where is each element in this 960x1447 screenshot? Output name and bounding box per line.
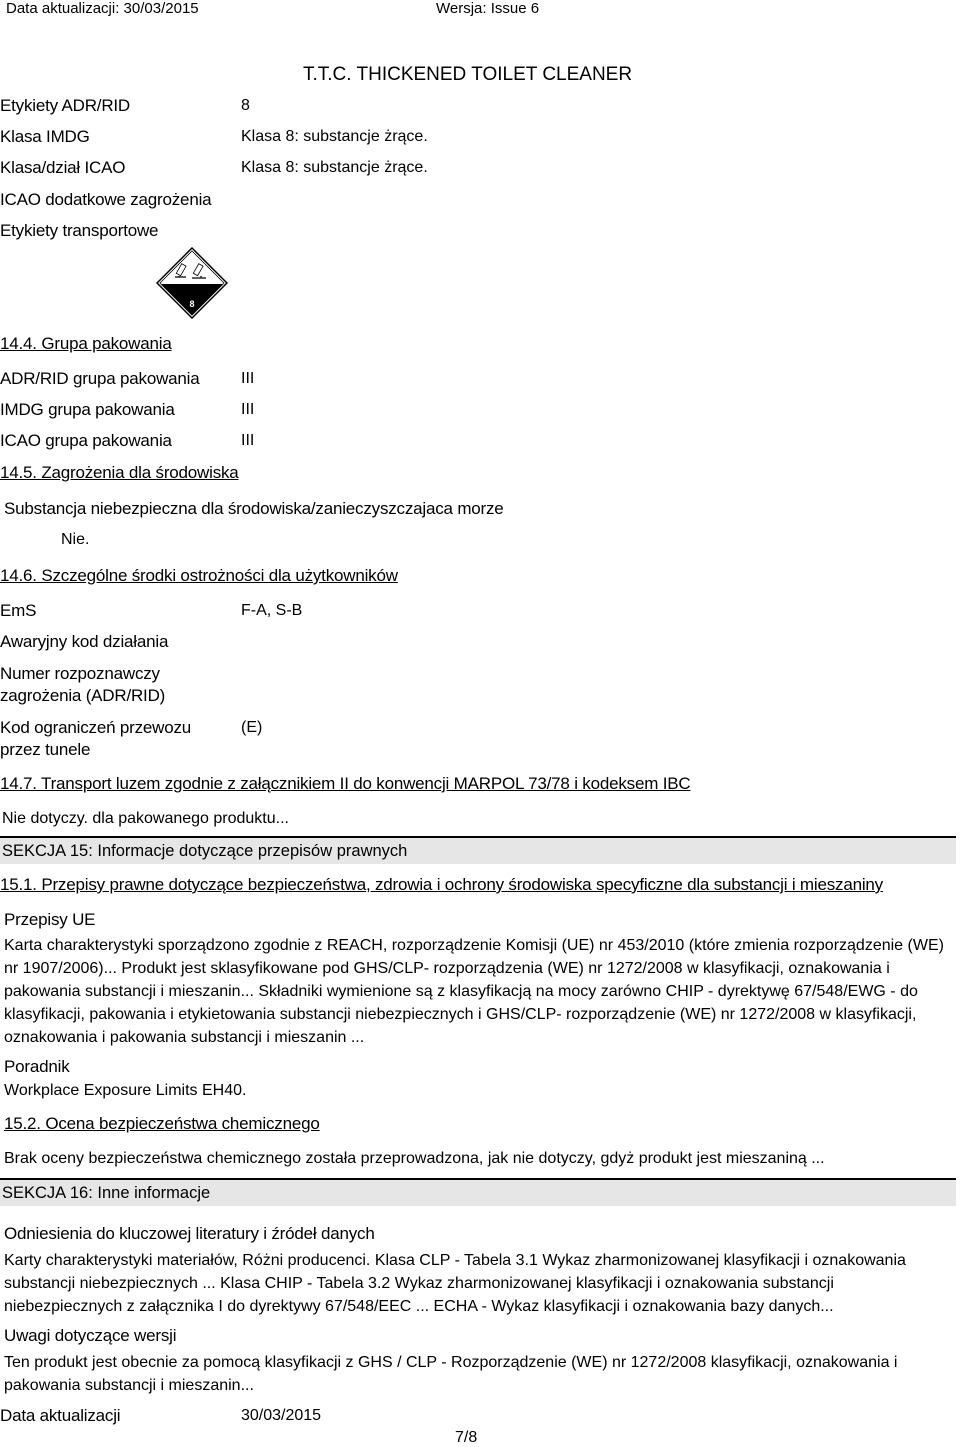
version-notes-heading: Uwagi dotyczące wersji bbox=[4, 1326, 177, 1345]
section-16-title: SEKCJA 16: Inne informacje bbox=[2, 1184, 211, 1202]
s14-6-heading: 14.6. Szczególne środki ostrożności dla użytkowników bbox=[0, 566, 398, 585]
s15-2-text: Brak oceny bezpieczeństwa chemicznego została przeprowadzona, jak nie dotyczy, gdyż produkt jest mieszaniną ... bbox=[4, 1150, 825, 1167]
imdg-class-label: Klasa IMDG bbox=[0, 127, 90, 146]
tunnel-code-label-line1: Kod ograniczeń przewozu bbox=[0, 718, 192, 737]
s14-7-heading: 14.7. Transport luzem zgodnie z załącznikiem II do konwencji MARPOL 73/78 i kodeksem IBC bbox=[0, 774, 691, 793]
s14-4-heading: 14.4. Grupa pakowania bbox=[0, 334, 172, 353]
section-15-bar bbox=[0, 836, 956, 864]
icao-packing-value: III bbox=[241, 432, 255, 449]
tunnel-code-value: (E) bbox=[241, 719, 263, 736]
eu-regulations-heading: Przepisy UE bbox=[4, 910, 96, 929]
version-notes-text: Ten produkt jest obecnie za pomocą klasyfikacji z GHS / CLP - Rozporządzenie (WE) nr 1272/2008 klasyfikacji, oznakowania i pakowania substancji i mieszanin... bbox=[4, 1354, 898, 1394]
s15-2-heading: 15.2. Ocena bezpieczeństwa chemicznego bbox=[4, 1114, 320, 1133]
s14-5-heading: 14.5. Zagrożenia dla środowiska bbox=[0, 463, 239, 482]
imdg-packing-value: III bbox=[241, 401, 255, 418]
adr-rid-label: Etykiety ADR/RID bbox=[0, 96, 130, 115]
guide-heading: Poradnik bbox=[4, 1057, 70, 1076]
icao-class-value: Klasa 8: substancje żrące. bbox=[241, 159, 428, 176]
adr-packing-value: III bbox=[241, 370, 255, 387]
env-hazard-label: Substancja niebezpieczna dla środowiska/zanieczyszczajaca morze bbox=[4, 499, 504, 518]
header-date: Data aktualizacji: 30/03/2015 bbox=[6, 0, 199, 17]
section-16-bar bbox=[0, 1178, 956, 1206]
adr-rid-value: 8 bbox=[241, 97, 250, 114]
s15-1-heading: 15.1. Przepisy prawne dotyczące bezpieczeństwa, zdrowia i ochrony środowiska specyficzne dla substancji i mieszaniny bbox=[0, 875, 883, 894]
page-number: 7/8 bbox=[455, 1429, 478, 1446]
pictogram-number: 8 bbox=[189, 299, 195, 309]
product-title: T.T.C. THICKENED TOILET CLEANER bbox=[303, 64, 633, 85]
update-date-value: 30/03/2015 bbox=[241, 1407, 322, 1424]
corrosive-hazard-diamond-icon bbox=[156, 247, 228, 319]
header-version: Wersja: Issue 6 bbox=[436, 0, 540, 17]
transport-labels-label: Etykiety transportowe bbox=[0, 221, 159, 240]
adr-packing-label: ADR/RID grupa pakowania bbox=[0, 369, 200, 388]
icao-extra-hazards-label: ICAO dodatkowe zagrożenia bbox=[0, 190, 212, 209]
references-text: Karty charakterystyki materiałów, Różni producenci. Klasa CLP - Tabela 3.1 Wykaz zharmonizowanej klasyfikacji i oznakowania substancji niebezpiecznych ... Klasa CHIP - Tabela 3.2 Wykaz zharmonizowanej klasyfikacji i oznakowania substancji niebezpiecznych z załącznika I do dyrektywy 67/548/EEC ... ECHA - Wykaz klasyfikacji i oznakowania bazy danych... bbox=[4, 1252, 906, 1315]
imdg-class-value: Klasa 8: substancje żrące. bbox=[241, 128, 428, 145]
icao-class-label: Klasa/dział ICAO bbox=[0, 158, 126, 177]
ems-label: EmS bbox=[0, 601, 37, 620]
emergency-code-label: Awaryjny kod działania bbox=[0, 632, 169, 651]
s14-7-text: Nie dotyczy. dla pakowanego produktu... bbox=[2, 810, 289, 827]
hazard-id-label-line1: Numer rozpoznawczy bbox=[0, 664, 160, 683]
guide-text: Workplace Exposure Limits EH40. bbox=[4, 1082, 247, 1099]
update-date-label: Data aktualizacji bbox=[0, 1406, 121, 1425]
env-hazard-value: Nie. bbox=[61, 531, 90, 548]
references-heading: Odniesienia do kluczowej literatury i źródeł danych bbox=[4, 1224, 375, 1243]
imdg-packing-label: IMDG grupa pakowania bbox=[0, 400, 175, 419]
icao-packing-label: ICAO grupa pakowania bbox=[0, 431, 172, 450]
eu-regulations-text: Karta charakterystyki sporządzono zgodnie z REACH, rozporządzenie Komisji (UE) nr 453/2010 (które zmienia rozporządzenie (WE) nr 1907/2006)... Produkt jest sklasyfikowane pod GHS/CLP- rozporządzenia (WE) nr 1272/2008 w klasyfikacji, oznakowania i pakowania substancji i mieszanin... Składniki wymienione są z klasyfikacją na mocy zarówno CHIP - dyrektywę 67/548/EWG - do klasyfikacji, pakowania i etykietowania substancji niebezpiecznych i GHS/CLP- rozporządzenie (WE) nr 1272/2008 w klasyfikacji, oznakowania i pakowania substancji i mieszanin ... bbox=[4, 937, 944, 1046]
hazard-id-label-line2: zagrożenia (ADR/RID) bbox=[0, 686, 166, 705]
tunnel-code-label-line2: przez tunele bbox=[0, 740, 91, 759]
ems-value: F-A, S-B bbox=[241, 602, 303, 619]
section-15-title: SEKCJA 15: Informacje dotyczące przepisów prawnych bbox=[2, 842, 408, 860]
